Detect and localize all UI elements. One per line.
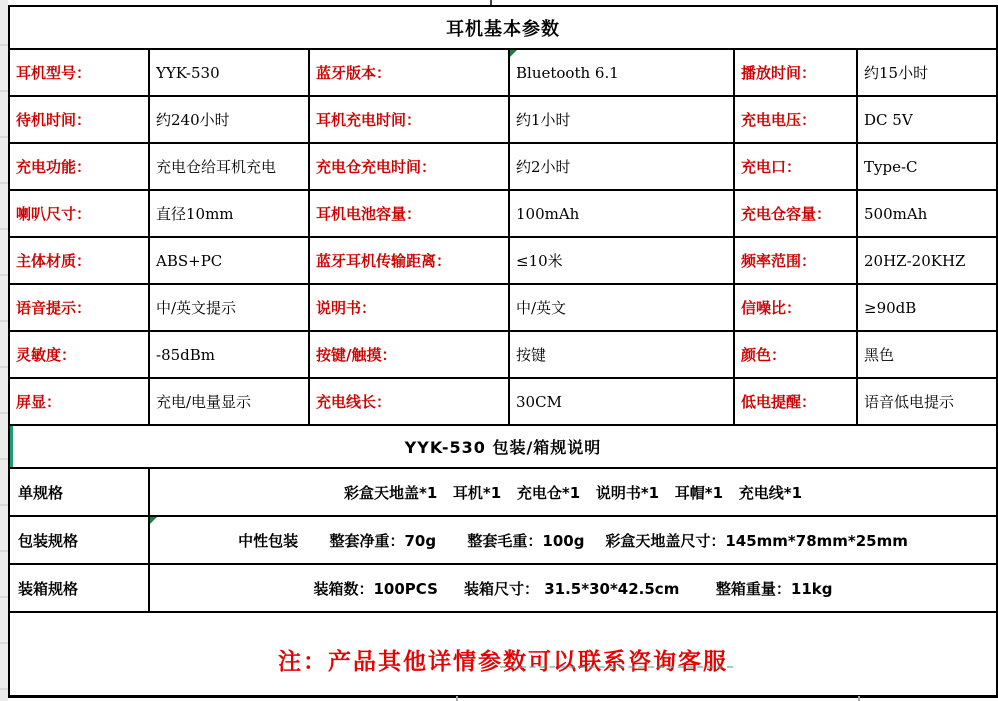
packing-section-header xyxy=(10,426,996,469)
param-row xyxy=(10,285,996,332)
param-value-cell: 直径10mm xyxy=(150,191,310,236)
param-value-cell: -85dBm xyxy=(150,332,310,377)
cell-error-flag-icon xyxy=(510,50,517,57)
param-label-cell: 蓝牙版本： xyxy=(310,50,510,95)
param-value-cell: 30CM xyxy=(510,379,735,424)
param-label-cell: 信噪比： xyxy=(735,285,858,330)
param-label-cell: 颜色： xyxy=(735,332,858,377)
param-label-cell: 充电功能： xyxy=(10,144,150,189)
note-row xyxy=(10,613,996,695)
partial-gridline-bottom-left xyxy=(456,696,458,701)
param-value-cell: 100mAh xyxy=(510,191,735,236)
param-label-cell: 耳机型号： xyxy=(10,50,150,95)
param-value-cell: ≥90dB xyxy=(864,298,917,317)
param-value-cell: 充电仓给耳机充电 xyxy=(150,144,310,189)
packing-section xyxy=(10,469,996,613)
param-value-cell: 中/英文提示 xyxy=(150,285,310,330)
page-break-dashed-line xyxy=(500,666,733,668)
param-row xyxy=(10,238,996,285)
param-label-cell: 主体材质： xyxy=(10,238,150,283)
param-value-cell: DC 5V xyxy=(864,110,913,129)
worksheet-edge-strip xyxy=(0,0,8,701)
param-label-cell: 播放时间： xyxy=(735,50,858,95)
basic-params-section xyxy=(10,50,996,426)
param-value-cell: 中/英文 xyxy=(510,285,735,330)
param-row xyxy=(10,191,996,238)
spec-table xyxy=(8,5,998,698)
param-label-cell: 充电线长： xyxy=(310,379,510,424)
packing-value-cell: 中性包装 整套净重：70g 整套毛重：100g 彩盒天地盖尺寸：145mm*78mm*25mm xyxy=(150,517,996,563)
param-value-cell: 20HZ-20KHZ xyxy=(864,251,966,270)
param-value-cell: 语音低电提示 xyxy=(864,393,955,411)
note-text: 注：产品其他详情参数可以联系咨询客服 xyxy=(278,647,728,675)
param-label-cell: 耳机充电时间： xyxy=(310,97,510,142)
param-value-cell: Bluetooth 6.1 xyxy=(510,50,735,95)
param-label-cell: 充电仓容量： xyxy=(735,191,858,236)
param-value-cell: 约2小时 xyxy=(510,144,735,189)
packing-row xyxy=(10,517,996,565)
param-label-cell: 充电口： xyxy=(735,144,858,189)
param-value-cell: 黑色 xyxy=(864,346,895,364)
param-value-cell: 约240小时 xyxy=(150,97,310,142)
param-label-cell: 喇叭尺寸： xyxy=(10,191,150,236)
partial-gridline-bottom-right xyxy=(858,696,860,701)
param-label-cell: 蓝牙耳机传输距离： xyxy=(310,238,510,283)
packing-label-cell: 装箱规格 xyxy=(10,565,150,611)
param-label-cell: 说明书： xyxy=(310,285,510,330)
packing-value-cell: 彩盒天地盖*1 耳机*1 充电仓*1 说明书*1 耳帽*1 充电线*1 xyxy=(343,483,803,502)
param-label-cell: 灵敏度： xyxy=(10,332,150,377)
param-label-cell: 耳机电池容量： xyxy=(310,191,510,236)
param-label-cell: 语音提示： xyxy=(10,285,150,330)
packing-value-cell: 装箱数：100PCS 装箱尺寸： 31.5*30*42.5cm 整箱重量：11kg xyxy=(313,579,833,598)
param-value-cell: 约1小时 xyxy=(510,97,735,142)
param-label-cell: 频率范围： xyxy=(735,238,858,283)
param-value-cell: ABS+PC xyxy=(150,238,310,283)
param-row xyxy=(10,97,996,144)
param-value-cell: 按键 xyxy=(510,332,735,377)
packing-row xyxy=(10,469,996,517)
param-label-cell: 待机时间： xyxy=(10,97,150,142)
param-row xyxy=(10,50,996,97)
param-value-cell: Type-C xyxy=(864,157,918,176)
packing-section-title-text: YYK-530 包装/箱规说明 xyxy=(404,438,602,457)
table-title xyxy=(10,7,996,50)
packing-row xyxy=(10,565,996,613)
cell-error-flag-icon xyxy=(150,517,157,524)
param-row xyxy=(10,332,996,379)
param-label-cell: 屏显： xyxy=(10,379,150,424)
param-value-cell: 充电/电量显示 xyxy=(150,379,310,424)
param-label-cell: 充电电压： xyxy=(735,97,858,142)
param-value-cell: ≤10米 xyxy=(510,238,735,283)
param-label-cell: 低电提醒： xyxy=(735,379,858,424)
param-row xyxy=(10,379,996,426)
packing-label-cell: 包装规格 xyxy=(10,517,150,563)
param-value-cell: YYK-530 xyxy=(150,50,310,95)
table-title-text: 耳机基本参数 xyxy=(446,18,560,40)
packing-label-cell: 单规格 xyxy=(10,469,150,515)
param-row xyxy=(10,144,996,191)
param-label-cell: 充电仓充电时间： xyxy=(310,144,510,189)
param-label-cell: 按键/触摸： xyxy=(310,332,510,377)
param-value-cell: 500mAh xyxy=(864,204,928,223)
param-value-cell: 约15小时 xyxy=(864,64,929,82)
